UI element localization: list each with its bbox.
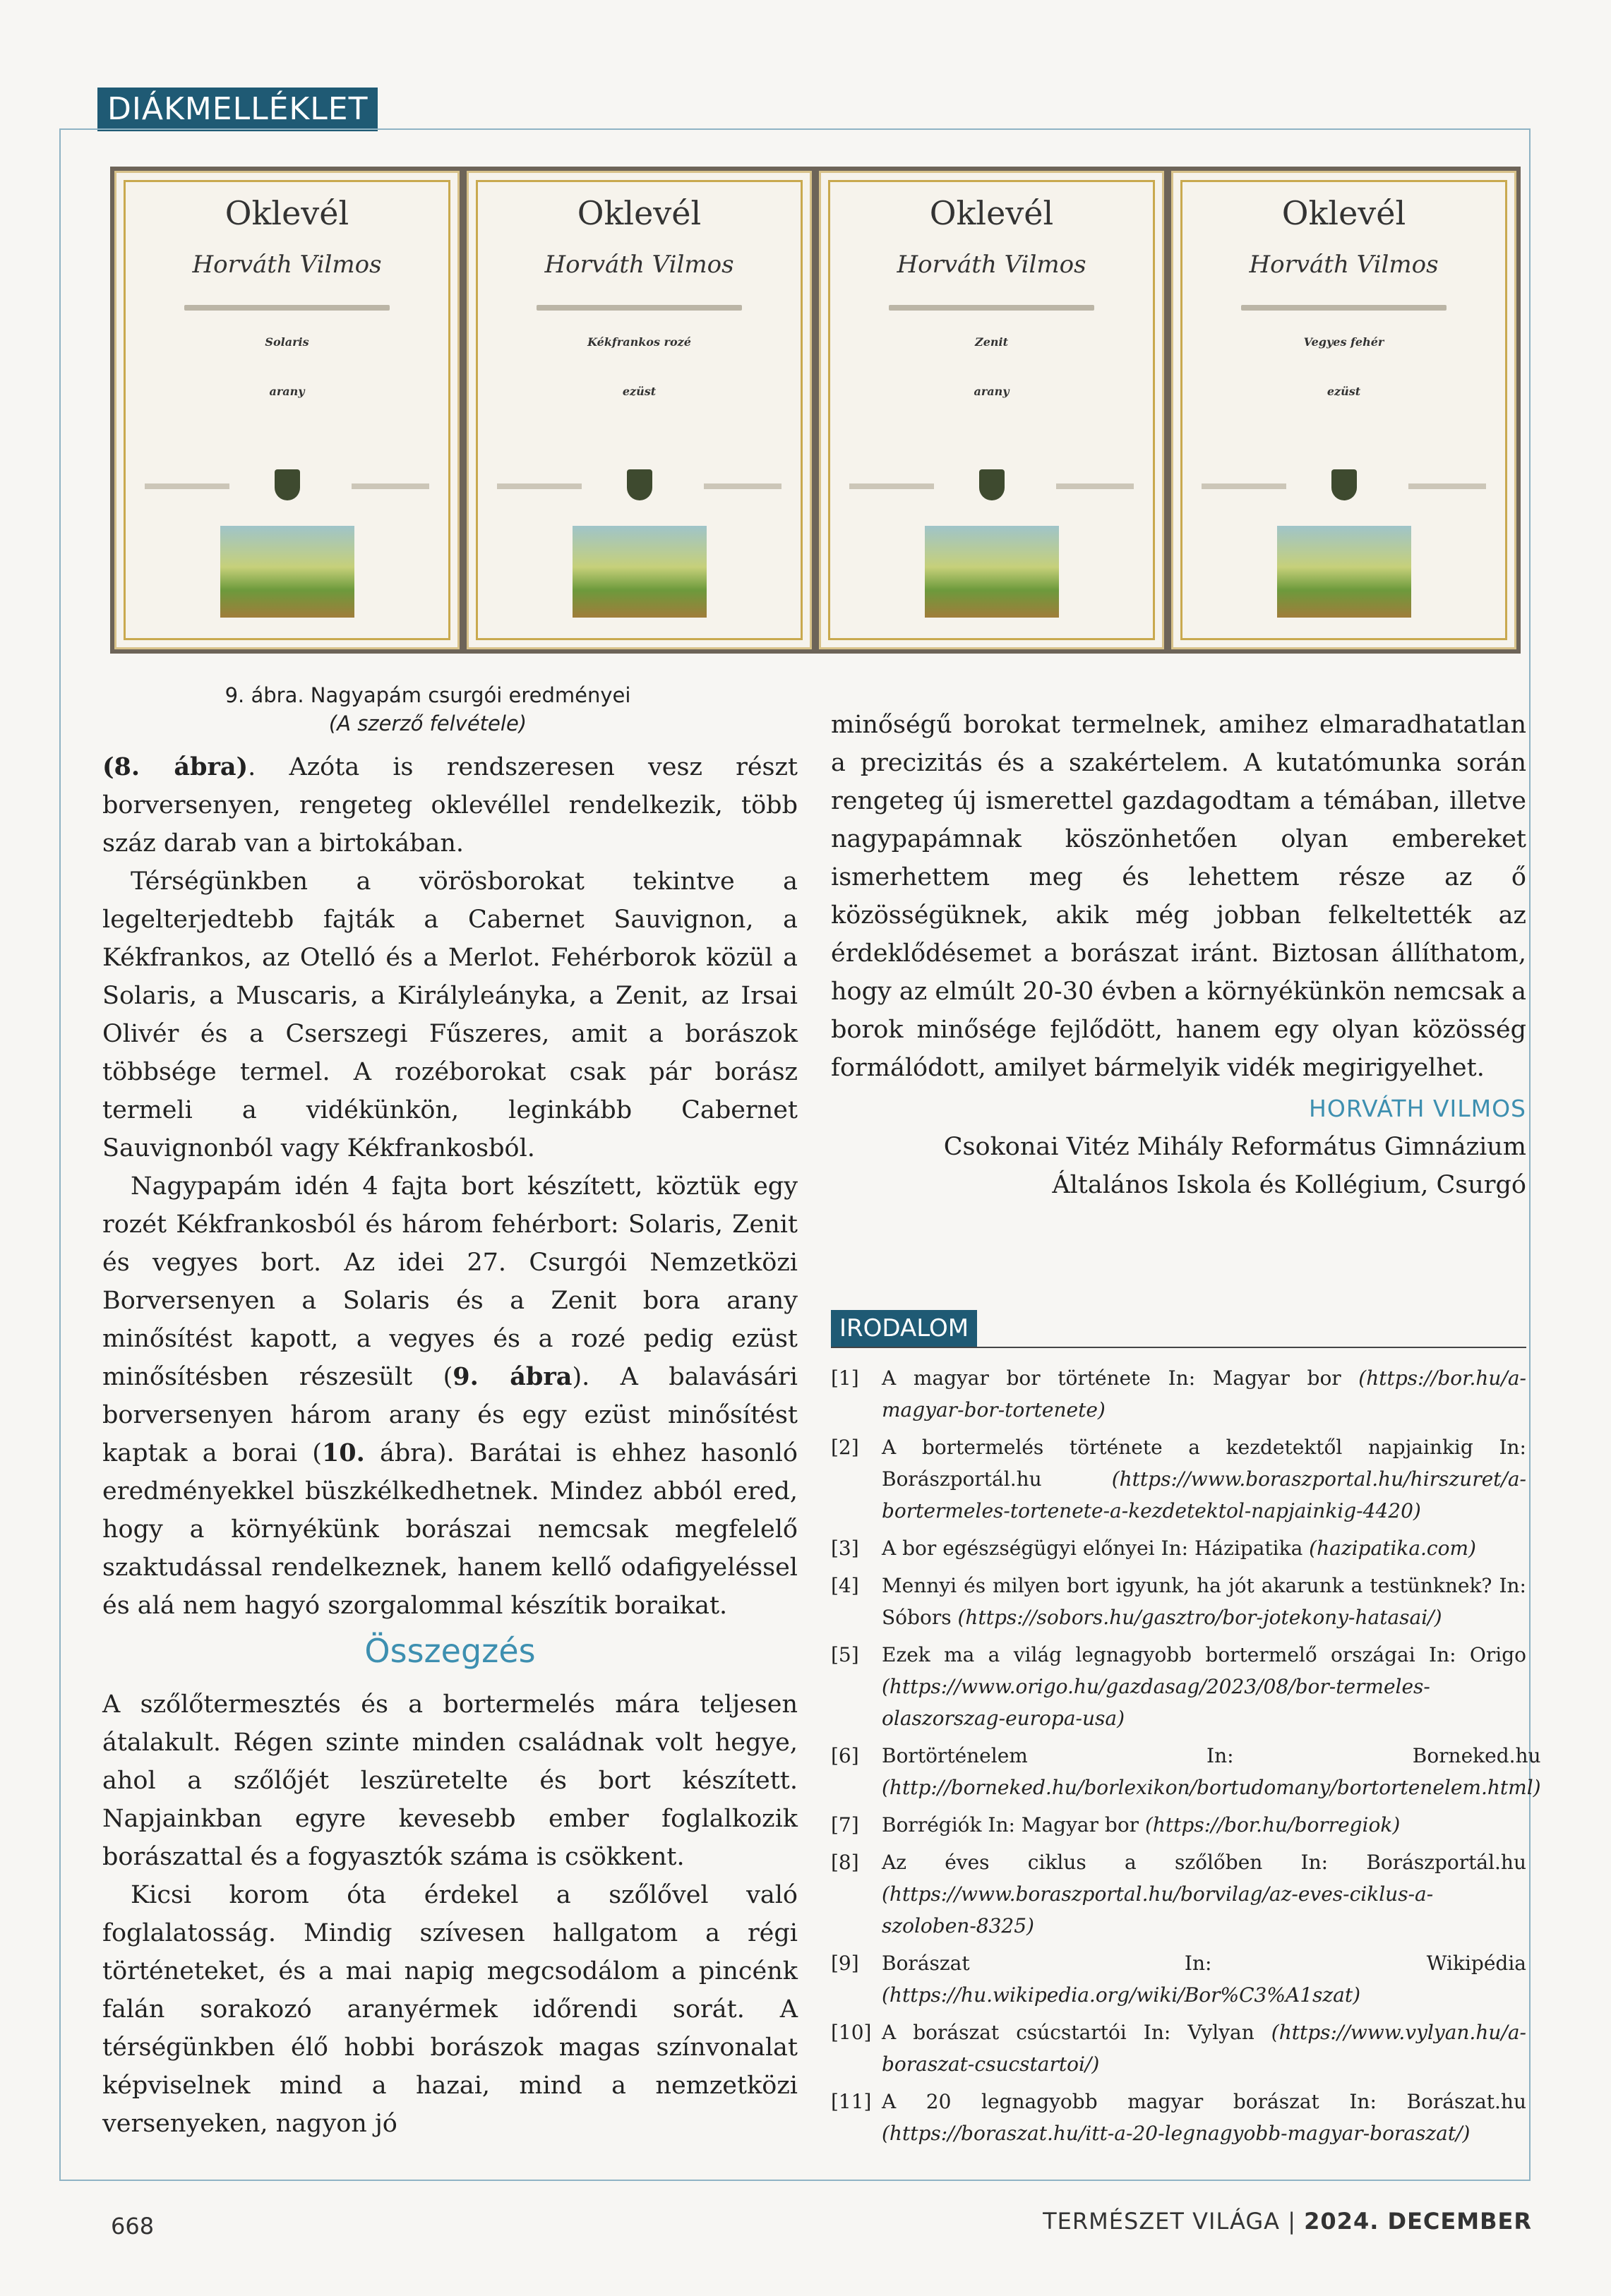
diploma-wine: Zenit bbox=[975, 335, 1008, 349]
diploma-name: Horváth Vilmos bbox=[897, 251, 1086, 279]
diploma-text-lines bbox=[863, 296, 1120, 319]
ref-text: Mennyi és milyen bort igyunk, ha jót akarunk a testünknek? In: Sóbors bbox=[882, 1574, 1526, 1629]
ref-text: Borrégiók In: Magyar bor bbox=[882, 1813, 1145, 1837]
landscape-painting bbox=[925, 526, 1059, 618]
ref-text: A 20 legnagyobb magyar borászat In: Borászat.hu bbox=[882, 2090, 1526, 2113]
diploma-medal: arany bbox=[974, 385, 1010, 398]
paragraph bbox=[102, 1167, 798, 1625]
reference-item bbox=[831, 1639, 1526, 1734]
caption-text: Nagyapám csurgói eredményei bbox=[304, 683, 631, 707]
ref-link[interactable]: (https://www.vylyan.hu/a-boraszat-csucstartoi/) bbox=[882, 2021, 1526, 2076]
signature-line bbox=[849, 483, 934, 489]
ref-number: [5] bbox=[831, 1643, 859, 1666]
signature-line bbox=[145, 483, 229, 489]
page-number: 668 bbox=[111, 2213, 155, 2240]
diploma-3 bbox=[819, 171, 1164, 649]
ref-number: [4] bbox=[831, 1574, 859, 1597]
ref-number: [3] bbox=[831, 1537, 859, 1560]
reference-item bbox=[831, 1570, 1526, 1633]
reference-item bbox=[831, 1532, 1526, 1564]
paragraph-text: ). A balavásári borversenyen három arany és egy ezüst minősítést kaptak a borai ( bbox=[102, 1363, 798, 1467]
reference-item bbox=[831, 2086, 1526, 2149]
reference-item bbox=[831, 1740, 1541, 1803]
ref-number: [10] bbox=[831, 2021, 872, 2044]
figure-photo bbox=[110, 167, 1521, 654]
signature-line bbox=[1202, 483, 1286, 489]
right-column bbox=[831, 706, 1526, 1204]
paragraph: Kicsi korom óta érdekel a szőlővel való foglalatosság. Mindig szívesen hallgatom a régi történeteket, és a mai napig megcsodálom a pincénk falán sorakozó aranyérmek időrendi sorát. A térségünkben élő hobbi borászok magas színvonalat képviselnek mind a hazai, mind a nemzetközi versenyeken, nagyon jó bbox=[102, 1881, 798, 2138]
figure-ref: 9. ábra bbox=[453, 1362, 573, 1391]
signature-line bbox=[704, 483, 781, 489]
diploma-wine: Kékfrankos rozé bbox=[587, 335, 691, 349]
paragraph-text: Nagypapám idén 4 fajta bort készített, köztük egy rozét Kékfrankosból és három fehérbort: Solaris, Zenit és vegyes bort. Az idei 27. Csurgói Nemzetközi Borversenyen a Solaris és a Zenit bora arany minősítést kapott, a vegyes és a rozé pedig ezüst minősítésben részesült ( bbox=[102, 1172, 798, 1391]
diploma-name: Horváth Vilmos bbox=[192, 251, 382, 279]
diploma-text-lines bbox=[159, 296, 415, 319]
signature-line bbox=[1056, 483, 1134, 489]
ref-link[interactable]: (https://boraszat.hu/itt-a-20-legnagyobb-magyar-boraszat/) bbox=[882, 2122, 1471, 2145]
ref-number: [11] bbox=[831, 2090, 872, 2113]
reference-item bbox=[831, 1362, 1526, 1426]
landscape-painting bbox=[573, 526, 707, 618]
ref-link[interactable]: (http://borneked.hu/borlexikon/bortudomany/bortortenelem.html) bbox=[882, 1776, 1541, 1799]
section-tag: DIÁKMELLÉKLET bbox=[97, 88, 378, 131]
paragraph bbox=[102, 748, 798, 862]
journal-footer bbox=[1043, 2208, 1532, 2235]
author-name: HORVÁTH VILMOS bbox=[1309, 1095, 1526, 1122]
caption-label: 9. ábra. bbox=[224, 683, 304, 707]
paragraph: minőségű borokat termelnek, amihez elmaradhatatlan a precizitás és a szakértelem. A kutatómunka során rengeteg új ismerettel gazdagodtam a témában, illetve nagypapámnak köszönhetően olyan embereket ismerhettem meg és lehettem része az ő közösségüknek, akik még jobban felkeltették az érdeklődésemet a borászat iránt. Biztosan állíthatom, hogy az elmúlt 20-30 évben a környékünkön nemcsak a borok minősége fejlődött, hanem egy olyan közösség formálódott, amilyet bármelyik vidék megirigyelhet. bbox=[831, 711, 1527, 1082]
ref-text: A magyar bor története In: Magyar bor bbox=[882, 1366, 1359, 1390]
ref-text: Ezek ma a világ legnagyobb bortermelő országai In: Origo bbox=[882, 1643, 1526, 1666]
diploma-medal: ezüst bbox=[1326, 385, 1361, 398]
diploma-1 bbox=[114, 171, 460, 649]
paragraph-text: ábra). Barátai is ehhez hasonló eredményekkel büszkélkedhetnek. Mindez abból ered, hogy a környékünk borászai nemcsak megfelelő szaktudással rendelkeznek, hanem kellő odafigyeléssel és alá nem hagyó szorgalommal készítik boraikat. bbox=[102, 1439, 798, 1620]
journal-name: TERMÉSZET VILÁGA | bbox=[1043, 2208, 1305, 2235]
diploma-name: Horváth Vilmos bbox=[544, 251, 734, 279]
paragraph-text: . Azóta is rendszeresen vesz részt borversenyen, rengeteg oklevéllel rendelkezik, több száz darab van a birtokában. bbox=[102, 753, 798, 858]
ref-link[interactable]: (https://bor.hu/borregiok) bbox=[1144, 1813, 1401, 1837]
crest-icon bbox=[627, 469, 652, 500]
ref-link[interactable]: (https://www.boraszportal.hu/borvilag/az-eves-ciklus-a-szoloben-8325) bbox=[882, 1882, 1434, 1937]
landscape-painting bbox=[1277, 526, 1411, 618]
reference-item bbox=[831, 2016, 1526, 2080]
diploma-title: Oklevél bbox=[224, 194, 349, 232]
reference-item bbox=[831, 1846, 1526, 1942]
diploma-4 bbox=[1171, 171, 1516, 649]
signature-line bbox=[352, 483, 429, 489]
ref-number: [6] bbox=[831, 1744, 859, 1767]
section-heading: Összegzés bbox=[364, 1632, 536, 1670]
crest-icon bbox=[275, 469, 300, 500]
journal-issue: 2024. DECEMBER bbox=[1304, 2208, 1532, 2235]
diploma-title: Oklevél bbox=[577, 194, 702, 232]
ref-text: A bor egészségügyi előnyei In: Házipatika bbox=[882, 1537, 1310, 1560]
references-title: IRODALOM bbox=[831, 1310, 977, 1347]
signature-line bbox=[497, 483, 582, 489]
footer-divider bbox=[59, 2180, 1529, 2181]
diploma-title: Oklevél bbox=[929, 194, 1054, 232]
crest-icon bbox=[979, 469, 1005, 500]
author-affiliation: Csokonai Vitéz Mihály Református Gimnázium bbox=[943, 1133, 1526, 1161]
signature-line bbox=[1408, 483, 1486, 489]
paragraph: A szőlőtermesztés és a bortermelés mára teljesen átalakult. Régen szinte minden családnak volt hegye, ahol a szőlőjét leszüretelte és bort készített. Napjainkban egyre kevesebb ember foglalkozik borászattal és a fogyasztók száma is csökkent. bbox=[102, 1690, 798, 1871]
reference-item bbox=[831, 1431, 1526, 1527]
references-list bbox=[831, 1362, 1541, 2155]
ref-link[interactable]: (https://sobors.hu/gasztro/bor-jotekony-hatasai/) bbox=[957, 1606, 1442, 1629]
ref-number: [2] bbox=[831, 1436, 859, 1459]
ref-number: [7] bbox=[831, 1813, 859, 1837]
caption-credit: (A szerző felvétele) bbox=[328, 711, 527, 735]
diploma-text-lines bbox=[511, 296, 767, 319]
diploma-2 bbox=[467, 171, 812, 649]
ref-text: A borászat csúcstartói In: Vylyan bbox=[882, 2021, 1271, 2044]
ref-text: Bortörténelem In: Borneked.hu bbox=[882, 1744, 1541, 1767]
diploma-name: Horváth Vilmos bbox=[1249, 251, 1439, 279]
ref-text: A bortermelés története a kezdetektől napjainkig In: Borászportál.hu bbox=[882, 1436, 1526, 1491]
crest-icon bbox=[1331, 469, 1357, 500]
ref-number: [9] bbox=[831, 1952, 859, 1975]
ref-link[interactable]: (https://www.origo.hu/gazdasag/2023/08/bor-termeles-olaszorszag-europa-usa) bbox=[882, 1675, 1430, 1730]
reference-item bbox=[831, 1809, 1526, 1841]
reference-item bbox=[831, 1947, 1526, 2011]
figure-caption bbox=[167, 681, 689, 738]
references-heading bbox=[831, 1310, 1526, 1348]
diploma-title: Oklevél bbox=[1281, 194, 1406, 232]
ref-link[interactable]: (https://bor.hu/a-magyar-bor-tortenete) bbox=[882, 1366, 1526, 1422]
diploma-wine: Solaris bbox=[265, 335, 309, 349]
figure-ref: (8. ábra) bbox=[102, 752, 248, 781]
diploma-medal: ezüst bbox=[622, 385, 657, 398]
diploma-medal: arany bbox=[269, 385, 305, 398]
ref-number: [8] bbox=[831, 1851, 859, 1874]
ref-text: Borászat In: Wikipédia bbox=[882, 1952, 1526, 1975]
ref-number: [1] bbox=[831, 1366, 859, 1390]
diploma-wine: Vegyes fehér bbox=[1303, 335, 1384, 349]
landscape-painting bbox=[220, 526, 354, 618]
figure-ref: 10. bbox=[321, 1438, 365, 1467]
left-column bbox=[102, 748, 798, 2143]
diploma-text-lines bbox=[1216, 296, 1472, 319]
ref-link[interactable]: (https://hu.wikipedia.org/wiki/Bor%C3%A1szat) bbox=[882, 1983, 1361, 2007]
author-affiliation: Általános Iskola és Kollégium, Csurgó bbox=[1052, 1171, 1526, 1199]
paragraph: Térségünkben a vörösborokat tekintve a legelterjedtebb fajták a Cabernet Sauvignon, a Kékfrankos, az Otelló és a Merlot. Fehérborok közül a Solaris, a Muscaris, a Királyleányka, a Zenit, az Irsai Olivér és a Cserszegi Fűszeres, amit a borászok többsége termel. A rozéborokat csak pár borász termeli a vidékünkön, leginkább Cabernet Sauvignonból vagy Kékfrankosból. bbox=[102, 867, 798, 1162]
ref-link[interactable]: (hazipatika.com) bbox=[1309, 1537, 1476, 1560]
ref-link[interactable]: (https://www.boraszportal.hu/hirszuret/a-bortermeles-tortenete-a-kezdetektol-napjainkig-4420) bbox=[882, 1467, 1526, 1522]
ref-text: Az éves ciklus a szőlőben In: Borászportál.hu bbox=[882, 1851, 1526, 1874]
